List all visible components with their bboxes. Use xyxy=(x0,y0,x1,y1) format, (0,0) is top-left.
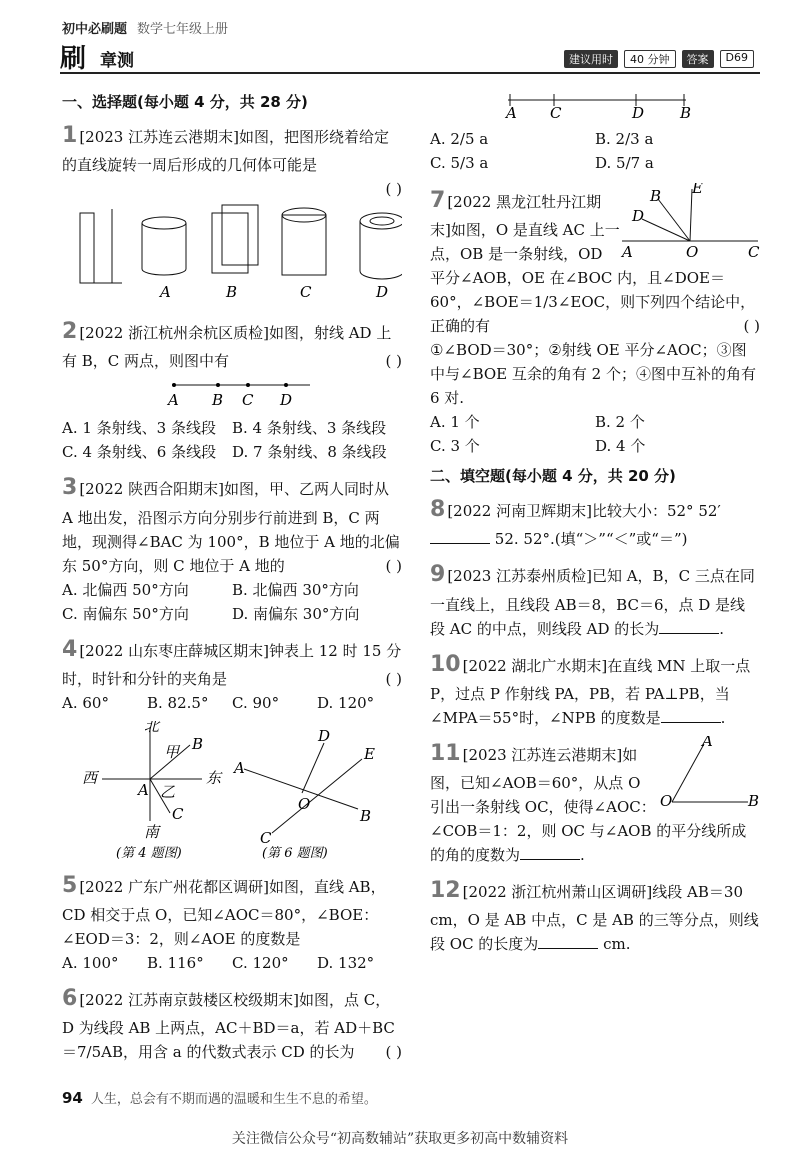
svg-text:东: 东 xyxy=(206,768,222,787)
q8-blank[interactable] xyxy=(430,543,490,544)
svg-text:C: C xyxy=(260,828,272,847)
svg-text:B: B xyxy=(748,791,760,810)
svg-text:A: A xyxy=(622,243,633,261)
time-answer-meta: 建议用时 40 分钟 答案 D69 xyxy=(564,50,754,68)
q10-blank[interactable] xyxy=(661,722,721,723)
q11-figure xyxy=(660,736,760,816)
svg-text:西: 西 xyxy=(82,768,98,787)
section-fill-title: 二、填空题(每小题 4 分，共 20 分) xyxy=(430,467,676,486)
brand-mark: 刷 xyxy=(60,44,87,74)
svg-text:C: C xyxy=(242,391,254,410)
svg-text:C: C xyxy=(748,243,760,261)
svg-text:乙: 乙 xyxy=(160,782,176,801)
svg-text:A: A xyxy=(506,104,517,120)
q1-label-c: C xyxy=(300,283,312,302)
q3-options: A. 北偏西 50°方向 B. 北偏西 30°方向 C. 南偏东 50°方向 D. 南偏东 30°方向 xyxy=(62,580,360,623)
question-8: 8 [2022 河南卫辉期末]比较大小：52° 52′ 52. 52°.(填“＞”“＜”或“＝”) xyxy=(430,497,721,549)
q2-figure xyxy=(62,373,402,409)
header-rule xyxy=(60,72,760,74)
q2-options: A. 1 条射线、3 条线段 B. 4 条射线、3 条线段 C. 4 条射线、6 条线段 D. 7 条射线、8 条线段 xyxy=(62,419,387,462)
promo-line: 关注微信公众号“初高数辅站”获取更多初高中数辅资料 xyxy=(231,1131,569,1147)
book-series: 初中必刷题 数学七年级上册 xyxy=(62,22,229,37)
question-12: 12 [2022 浙江杭州萧山区调研]线段 AB＝30 cm，O 是 AB 中点，C 是 AB 的三等分点，则线段 OC 的长度为 cm. xyxy=(430,877,759,954)
svg-text:B: B xyxy=(360,806,372,825)
question-7: E B D A O C 7 [2022 黑龙江牡丹江期末]如图，O 是直线 AC 上一点，OB 是一条射线，OD 平分∠AOB，OE 在∠BOC 内，且∠DOE＝60°，∠BOE＝1/3∠EOC，则下列四个结论中，正确的有 ( ) ①∠BOD＝30°；②射线 OE 平分∠AOC；③图中与∠BOE 互余的角有 2 个；④图中互补的角有 6 对. A. 1 个 B. 2 个 C. 3 个 D. 4 个 xyxy=(430,183,760,458)
q1-figure xyxy=(62,201,402,301)
motto: 人生，总会有不期而遇的温暖和生生不息的希望。 xyxy=(90,1092,377,1107)
svg-text:C: C xyxy=(172,804,184,823)
svg-text:B: B xyxy=(192,734,204,753)
svg-text:(第 6 题图): (第 6 题图) xyxy=(262,845,328,861)
left-column xyxy=(62,90,402,1070)
q5-options: A. 100° B. 116° C. 120° D. 132° xyxy=(62,953,375,972)
svg-text:E: E xyxy=(692,183,703,197)
q7-figure xyxy=(620,183,760,263)
svg-text:B: B xyxy=(680,104,692,120)
svg-text:D: D xyxy=(632,104,645,120)
q4-options: A. 60° B. 82.5° C. 90° D. 120° xyxy=(62,693,375,712)
svg-text:D: D xyxy=(632,207,645,225)
svg-text:南: 南 xyxy=(144,822,160,841)
question-11: A O B 11 [2023 江苏连云港期末]如图，已知∠AOB＝60°，从点 O 引出一条射线 OC，使得∠AOC：∠COB＝1：2，则 OC 与∠AOB 的平分线所成的角的度数为 . xyxy=(430,736,760,867)
question-5: 5 [2022 广东广州花都区调研]如图，直线 AB，CD 相交于点 O，已知∠AOC＝80°，∠BOE：∠EOD＝3：2，则∠AOE 的度数是 A. 100° B. 116° C. 120° D. 132° xyxy=(62,868,402,975)
q11-blank[interactable] xyxy=(520,859,580,860)
svg-text:O: O xyxy=(686,243,699,261)
question-4: 4 [2022 山东枣庄薛城区期末]钟表上 12 时 15 分时，时针和分针的夹角是 ( ) A. 60° B. 82.5° C. 90° D. 120° xyxy=(62,632,402,715)
svg-text:D: D xyxy=(318,726,331,745)
q1-label-d: D xyxy=(376,283,389,302)
svg-text:O: O xyxy=(660,791,673,810)
svg-text:A: A xyxy=(138,780,149,799)
svg-text:A: A xyxy=(234,758,245,777)
q6-figure xyxy=(430,90,760,120)
svg-text:D: D xyxy=(280,391,293,410)
svg-text:O: O xyxy=(298,794,311,813)
section-choice-title: 一、选择题(每小题 4 分，共 28 分) xyxy=(62,93,308,111)
question-10: 10 [2022 湖北广水期末]在直线 MN 上取一点 P，过点 P 作射线 PA，PB，若 PA⊥PB，当∠MPA＝55°时，∠NPB 的度数是 . xyxy=(430,651,751,727)
svg-text:A: A xyxy=(702,735,713,750)
svg-text:E: E xyxy=(364,744,375,763)
svg-text:B: B xyxy=(212,391,224,410)
q12-blank[interactable] xyxy=(538,948,598,949)
page-number: 94 xyxy=(62,1089,83,1107)
question-3: 3 [2022 陕西合阳期末]如图，甲、乙两人同时从 A 地出发，沿图示方向分别步行前进到 B，C 两地，现测得∠BAC 为 100°，B 地位于 A 地的北偏东 50°方向，则 C 地位于 A 地的 ( ) A. 北偏西 50°方向 B. 北偏西 30°方向 C. 南偏东 50°方向 D. 南偏东 30°方向 xyxy=(62,470,402,625)
svg-text:C: C xyxy=(550,104,562,120)
question-6: 6 [2022 江苏南京鼓楼区校级期末]如图，点 C，D 为线段 AB 上两点，AC＋BD＝a，若 AD＋BC＝7/5AB，用含 a 的代数式表示 CD 的长为 ( ) xyxy=(62,985,402,1062)
chapter-title: 章测 xyxy=(100,51,134,71)
q7-statements: ①∠BOD＝30°；②射线 OE 平分∠AOC；③图中与∠BOE 互余的角有 2 个；④图中互补的角有 6 对. xyxy=(430,341,756,408)
question-1: 1 [2023 江苏连云港期末]如图，把图形绕着给定的直线旋转一周后形成的几何体可能是 ( ) A B C D xyxy=(62,123,402,302)
question-2: 2 [2022 浙江杭州余杭区质检]如图，射线 AD 上有 B，C 两点，则图中有 ( ) A B C D A. 1 条射线、3 条线段 B. 4 条射线、3 条线段 C. 4 条射线、6 条线段 D. 7 条射线、8 条线段 xyxy=(62,314,402,464)
q9-blank[interactable] xyxy=(659,633,719,634)
svg-text:(第 4 题图): (第 4 题图) xyxy=(116,845,182,861)
svg-text:甲: 甲 xyxy=(164,742,180,761)
svg-text:A: A xyxy=(168,391,179,410)
page-footer xyxy=(62,1088,377,1107)
svg-text:北: 北 xyxy=(144,720,160,735)
q1-label-a: A xyxy=(160,283,171,302)
q1-label-b: B xyxy=(226,283,238,302)
svg-text:B: B xyxy=(650,187,662,205)
fig-4-and-6 xyxy=(62,721,402,861)
q6-options: A. 2/5 a B. 2/3 a C. 5/3 a D. 5/7 a xyxy=(430,130,654,172)
question-9: 9 [2023 江苏泰州质检]已知 A，B，C 三点在同一直线上，且线段 AB＝8，BC＝6，点 D 是线段 AC 的中点，则线段 AD 的长为 . xyxy=(430,562,755,638)
q7-options: A. 1 个 B. 2 个 C. 3 个 D. 4 个 xyxy=(430,413,646,456)
right-column xyxy=(430,90,760,962)
